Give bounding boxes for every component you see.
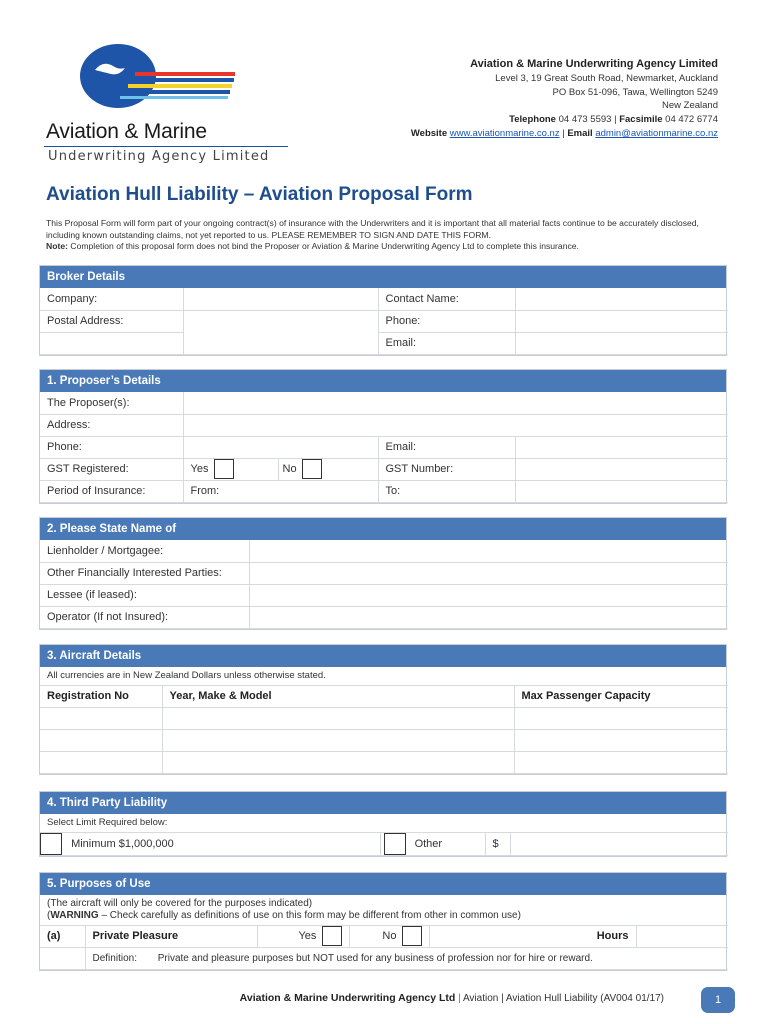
aircraft-currency-note: All currencies are in New Zealand Dollars unless otherwise stated.	[40, 667, 728, 685]
aircraft-details-table	[40, 667, 728, 774]
other-limit-amount-field[interactable]	[510, 832, 728, 855]
purpose-a-no-label: No	[382, 929, 397, 942]
other-parties-field[interactable]	[249, 562, 728, 584]
liability-note: Select Limit Required below:	[40, 814, 728, 832]
gst-no-option	[278, 458, 378, 480]
state-name-table	[40, 540, 728, 629]
page-footer	[0, 988, 770, 1012]
purposes-table	[40, 895, 728, 970]
proposer-address-field[interactable]	[183, 414, 728, 436]
aircraft-details-section	[39, 644, 727, 775]
proposer-email-label: Email:	[378, 436, 515, 458]
gst-yes-option	[183, 458, 278, 480]
proposer-details-section	[39, 369, 727, 504]
aircraft-details-heading: 3. Aircraft Details	[40, 645, 726, 667]
definition-label: Definition:	[92, 952, 137, 964]
contact-name-label: Contact Name:	[378, 288, 515, 310]
warning-text: – Check carefully as definitions of use on this form may be different from other in common use)	[98, 909, 521, 921]
logo-subtitle: Underwriting Agency Limited	[48, 149, 270, 164]
broker-details-section	[39, 265, 727, 356]
gst-number-field[interactable]	[515, 458, 728, 480]
state-name-heading: 2. Please State Name of	[40, 518, 726, 540]
proposer-address-label: Address:	[40, 414, 183, 436]
company-label: Company:	[40, 288, 183, 310]
intro-text	[46, 218, 726, 253]
lienholder-label: Lienholder / Mortgagee:	[40, 540, 249, 562]
proposer-details-heading: 1. Proposer’s Details	[40, 370, 726, 392]
aircraft-row-1-capacity[interactable]	[514, 707, 728, 729]
phone-fax-line: Telephone 04 473 5593 | Facsimile 04 472 6774	[509, 114, 718, 126]
purpose-a-letter: (a)	[40, 925, 85, 947]
purpose-a-name: Private Pleasure	[85, 925, 257, 947]
broker-email-label: Email:	[378, 332, 515, 354]
dollar-sign: $	[485, 832, 510, 855]
lessee-label: Lessee (if leased):	[40, 584, 249, 606]
company-contact-block	[411, 58, 718, 141]
page-number-badge: 1	[701, 987, 735, 1013]
aircraft-row-1-registration[interactable]	[40, 707, 162, 729]
intro-note	[46, 241, 726, 253]
purposes-note-2: (WARNING – Check carefully as definitions of use on this form may be different from other in common use)	[47, 909, 521, 921]
other-option	[380, 832, 485, 855]
aircraft-row-2-capacity[interactable]	[514, 729, 728, 751]
gst-number-label: GST Number:	[378, 458, 515, 480]
purpose-a-hours-label: Hours	[429, 925, 636, 947]
col-max-passenger: Max Passenger Capacity	[514, 685, 728, 707]
facsimile-label: Facsimile	[619, 114, 663, 126]
proposers-label: The Proposer(s):	[40, 392, 183, 414]
warning-label: WARNING	[50, 909, 99, 921]
proposers-field[interactable]	[183, 392, 728, 414]
third-party-liability-heading: 4. Third Party Liability	[40, 792, 726, 814]
operator-field[interactable]	[249, 606, 728, 628]
broker-phone-label: Phone:	[378, 310, 515, 332]
period-to-extra[interactable]	[515, 480, 728, 502]
broker-phone-field[interactable]	[515, 310, 728, 332]
aircraft-row-2-model[interactable]	[162, 729, 514, 751]
state-name-section	[39, 517, 727, 630]
aircraft-row-2-registration[interactable]	[40, 729, 162, 751]
purposes-of-use-section	[39, 872, 727, 971]
purposes-note-1: (The aircraft will only be covered for the purposes indicated)	[47, 897, 313, 909]
proposer-phone-field[interactable]	[183, 436, 378, 458]
telephone-label: Telephone	[509, 114, 556, 126]
aircraft-row-3-model[interactable]	[162, 751, 514, 773]
note-text: Completion of this proposal form does not bind the Proposer or Aviation & Marine Underwriting Agency Ltd to complete this insurance.	[70, 241, 579, 251]
lienholder-field[interactable]	[249, 540, 728, 562]
purpose-a-no-checkbox[interactable]	[402, 926, 422, 946]
other-limit-label: Other	[414, 837, 443, 850]
minimum-checkbox[interactable]	[40, 833, 62, 855]
contact-name-field[interactable]	[515, 288, 728, 310]
postal-address-extra[interactable]	[40, 332, 183, 354]
page-title: Aviation Hull Liability – Aviation Proposal Form	[46, 184, 473, 205]
facsimile-value: 04 472 6774	[665, 114, 718, 126]
other-limit-checkbox[interactable]	[384, 833, 406, 855]
footer-text: Aviation & Marine Underwriting Agency Ltd | Aviation | Aviation Hull Liability (AV004 01/17)	[239, 992, 664, 1004]
purposes-heading: 5. Purposes of Use	[40, 873, 726, 895]
email-link[interactable]: admin@aviationmarine.co.nz	[595, 127, 718, 139]
proposer-details-table	[40, 392, 728, 503]
period-label: Period of Insurance:	[40, 480, 183, 502]
liability-table	[40, 814, 728, 856]
col-year-make-model: Year, Make & Model	[162, 685, 514, 707]
purpose-a-yes-option	[257, 925, 349, 947]
website-label: Website	[410, 127, 448, 139]
footer-brand: Aviation & Marine Underwriting Agency Ltd	[239, 992, 456, 1004]
logo-name: Aviation & Marine	[46, 120, 207, 143]
purpose-a-no-option	[349, 925, 429, 947]
purpose-a-yes-checkbox[interactable]	[322, 926, 342, 946]
aircraft-row-1-model[interactable]	[162, 707, 514, 729]
purpose-a-hours-field[interactable]	[636, 925, 728, 947]
proposer-email-field[interactable]	[515, 436, 728, 458]
gst-registered-label: GST Registered:	[40, 458, 183, 480]
gst-yes-checkbox[interactable]	[214, 459, 234, 479]
email-label: Email	[567, 127, 593, 139]
proposer-phone-label: Phone:	[40, 436, 183, 458]
broker-details-table	[40, 288, 728, 355]
gst-yes-label: Yes	[190, 462, 209, 475]
period-to-field[interactable]: To:	[378, 480, 515, 502]
broker-details-heading: Broker Details	[40, 266, 726, 288]
address-line-3: New Zealand	[662, 100, 718, 112]
footer-document: Aviation | Aviation Hull Liability (AV004 01/17)	[462, 993, 664, 1004]
purposes-note	[40, 895, 728, 925]
col-registration: Registration No	[40, 685, 162, 707]
logo-rule	[44, 146, 288, 147]
website-link[interactable]: www.aviationmarine.co.nz	[449, 127, 560, 139]
period-from-field[interactable]: From:	[183, 480, 378, 502]
minimum-label: Minimum $1,000,000	[71, 837, 174, 850]
aircraft-row-3-capacity[interactable]	[514, 751, 728, 773]
other-parties-label: Other Financially Interested Parties:	[40, 562, 249, 584]
third-party-liability-section	[39, 791, 727, 857]
note-label: Note:	[46, 241, 68, 251]
company-field[interactable]	[183, 288, 378, 310]
gst-no-checkbox[interactable]	[302, 459, 322, 479]
definition-text: Private and pleasure purposes but NOT used for any business of profession nor for hire or reward.	[157, 952, 593, 964]
postal-address-label: Postal Address:	[40, 310, 183, 332]
gst-no-label: No	[282, 462, 297, 475]
aircraft-row-3-registration[interactable]	[40, 751, 162, 773]
lessee-field[interactable]	[249, 584, 728, 606]
minimum-option	[40, 832, 380, 855]
address-line-1: Level 3, 19 Great South Road, Newmarket, Auckland	[495, 72, 718, 84]
telephone-value: 04 473 5593	[558, 114, 612, 126]
operator-label: Operator (If not Insured):	[40, 606, 249, 628]
address-line-2: PO Box 51-096, Tawa, Wellington 5249	[552, 86, 718, 98]
definition-spacer	[40, 947, 85, 969]
purpose-a-definition	[85, 947, 728, 969]
company-name: Aviation & Marine Underwriting Agency Limited	[470, 58, 718, 70]
purpose-a-yes-label: Yes	[298, 929, 317, 942]
web-email-line: Website www.aviationmarine.co.nz | Email admin@aviationmarine.co.nz	[410, 127, 718, 139]
broker-email-field[interactable]	[515, 332, 728, 354]
postal-address-field[interactable]	[183, 310, 378, 354]
intro-paragraph: This Proposal Form will form part of your ongoing contract(s) of insurance with the Underwriters and it is important that all material facts continue to be accurately disclosed, including known outstanding claims, not yet reported to us. PLEASE REMEMBER TO SIGN AND DATE THIS FORM.	[46, 218, 699, 240]
